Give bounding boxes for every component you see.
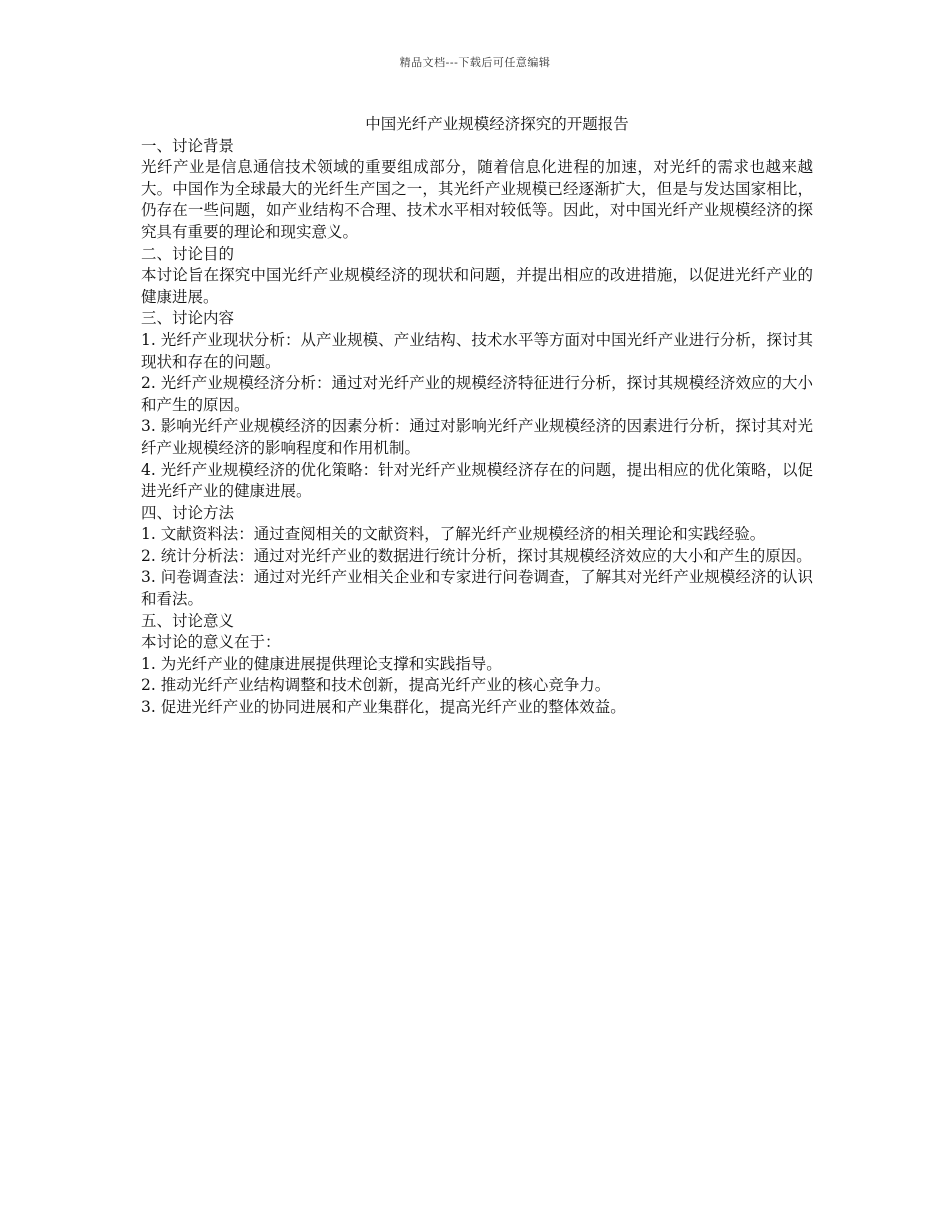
paragraph: 本讨论旨在探究中国光纤产业规模经济的现状和问题，并提出相应的改进措施，以促进光纤产业的健康进展。	[141, 266, 813, 306]
section-heading-background: 一、讨论背景	[141, 136, 235, 155]
section-heading-content: 三、讨论内容	[141, 309, 235, 328]
section-heading-significance: 五、讨论意义	[141, 611, 235, 630]
list-item: 1. 为光纤产业的健康进展提供理论支撑和实践指导。	[141, 654, 502, 673]
list-item: 3. 促进光纤产业的协同进展和产业集群化，提高光纤产业的整体效益。	[141, 698, 626, 717]
list-item: 2. 统计分析法：通过对光纤产业的数据进行统计分析，探讨其规模经济效应的大小和产生的原因。	[141, 546, 812, 565]
list-item: 1. 文献资料法：通过查阅相关的文献资料，了解光纤产业规模经济的相关理论和实践经验。	[141, 525, 766, 544]
document-body	[141, 114, 813, 719]
list-item: 2. 推动光纤产业结构调整和技术创新，提高光纤产业的核心竞争力。	[141, 676, 611, 695]
list-item: 4. 光纤产业规模经济的优化策略：针对光纤产业规模经济存在的问题，提出相应的优化策略，以促进光纤产业的健康进展。	[141, 460, 814, 501]
paragraph: 本讨论的意义在于：	[141, 633, 281, 652]
list-item: 3. 问卷调查法：通过对光纤产业相关企业和专家进行问卷调查，了解其对光纤产业规模经济的认识和看法。	[141, 568, 814, 609]
section-heading-purpose: 二、讨论目的	[141, 244, 235, 263]
list-item: 2. 光纤产业规模经济分析：通过对光纤产业的规模经济特征进行分析，探讨其规模经济效应的大小和产生的原因。	[141, 374, 814, 414]
list-item: 3. 影响光纤产业规模经济的因素分析：通过对影响光纤产业规模经济的因素进行分析，探讨其对光纤产业规模经济的影响程度和作用机制。	[141, 417, 814, 457]
section-heading-methods: 四、讨论方法	[141, 503, 235, 522]
paragraph: 光纤产业是信息通信技术领域的重要组成部分，随着信息化进程的加速，对光纤的需求也越来越大。中国作为全球最大的光纤生产国之一，其光纤产业规模已经逐渐扩大，但是与发达国家相比，仍存在一些问题，如产业结构不合理、技术水平相对较低等。因此，对中国光纤产业规模经济的探究具有重要的理论和现实意义。	[141, 158, 813, 241]
page-header: 精品文档---下载后可任意编辑	[399, 56, 551, 69]
list-item: 1. 光纤产业现状分析：从产业规模、产业结构、技术水平等方面对中国光纤产业进行分析，探讨其现状和存在的问题。	[141, 330, 814, 371]
document-title: 中国光纤产业规模经济探究的开题报告	[365, 115, 629, 133]
